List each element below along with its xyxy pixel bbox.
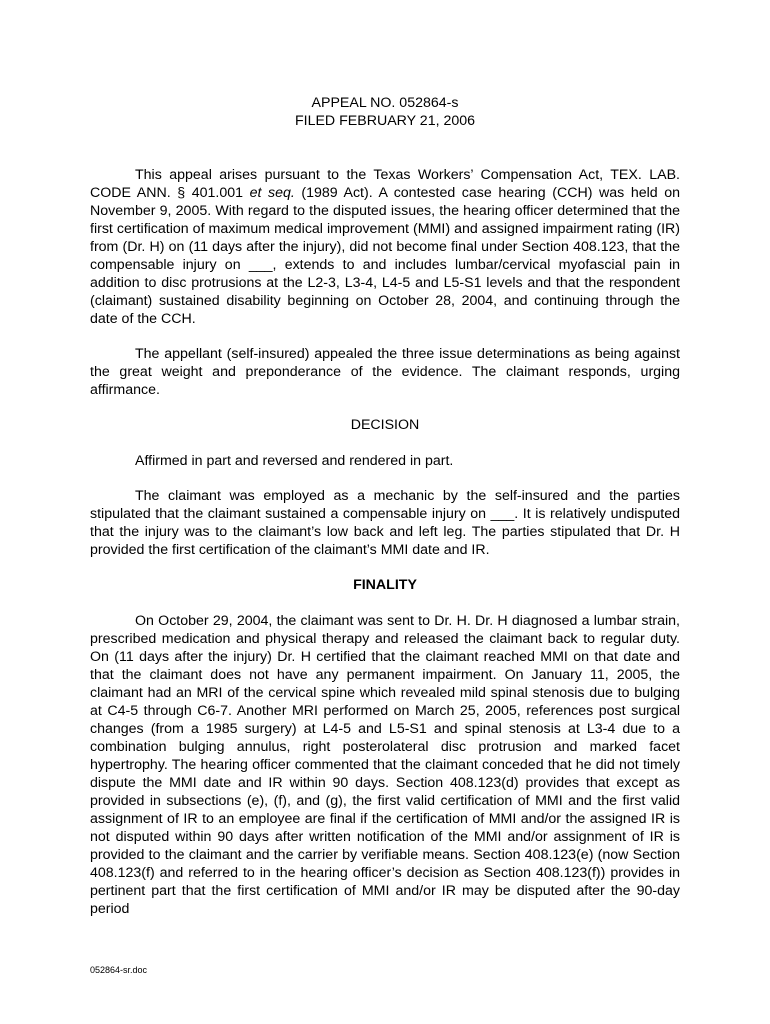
decision-summary: Affirmed in part and reversed and rendered in part. — [135, 453, 454, 469]
intro-text-italic: et seq. — [249, 185, 295, 201]
footer-filename: 052864-sr.doc — [90, 965, 148, 975]
document-body — [90, 94, 680, 935]
stipulation-paragraph: The claimant was employed as a mechanic by the self-insured and the parties stipulated that the claimant sustained a compensable injury on ___. It is relatively undisputed that the injury was to the claimant’s low back and left leg. The parties stipulated that Dr. H provided the first certification of the claimant’s MMI date and IR. — [90, 488, 680, 558]
intro-paragraph — [90, 166, 680, 328]
document-header — [90, 94, 680, 130]
decision-heading: DECISION — [350, 417, 420, 433]
intro-text-start: This appeal arises pursuant to the Texas Workers’ Compensation Act, TEX. LAB. CODE ANN. § 401.001 — [90, 167, 680, 201]
finality-paragraph: On October 29, 2004, the claimant was sent to Dr. H. Dr. H diagnosed a lumbar strain, prescribed medication and physical therapy and released the claimant back to regular duty. On (11 days after the injury) Dr. H certified that the claimant reached MMI on that date and that the claimant does not have any permanent impairment. On January 11, 2005, the claimant had an MRI of the cervical spine which revealed mild spinal stenosis due to bulging at C4-5 through C6-7. Another MRI performed on March 25, 2005, references post surgical changes (from a 1985 surgery) at L4-5 and L5-S1 and spinal stenosis at L3-4 due to a combination bulging annulus, right posterolateral disc protrusion and marked facet hypertrophy. The hearing officer commented that the claimant conceded that he did not timely dispute the MMI date and IR within 90 days. Section 408.123(d) provides that except as provided in subsections (e), (f), and (g), the first valid certification of MMI and the first valid assignment of IR to an employee are final if the certification of MMI and/or the assigned IR is not disputed within 90 days after written notification of the MMI and/or assignment of IR is provided to the claimant and the carrier by verifiable means. Section 408.123(e) (now Section 408.123(f) and referred to in the hearing officer’s decision as Section 408.123(f)) provides in pertinent part that the first certification of MMI and/or IR may be disputed after the 90-day period — [90, 613, 680, 917]
intro-text-end: (1989 Act). A contested case hearing (CCH) was held on November 9, 2005. With regard to the disputed issues, the hearing officer determined that the first certification of maximum medical improvement (MMI) and assigned impairment rating (IR) from (Dr. H) on (11 days after the injury), did not become final under Section 408.123, that the compensable injury on ___, extends to and includes lumbar/cervical myofascial pain in addition to disc protrusions at the L2-3, L3-4, L4-5 and L5-S1 levels and that the respondent (claimant) sustained disability beginning on October 28, 2004, and continuing through the date of the CCH. — [90, 185, 681, 327]
appeal-number: APPEAL NO. 052864-s — [311, 95, 459, 111]
appeal-paragraph: The appellant (self-insured) appealed the three issue determinations as being against the great weight and preponderance of the evidence. The claimant responds, urging affirmance. — [90, 346, 680, 398]
filed-date: FILED FEBRUARY 21, 2006 — [294, 113, 476, 129]
finality-heading: FINALITY — [353, 577, 417, 593]
